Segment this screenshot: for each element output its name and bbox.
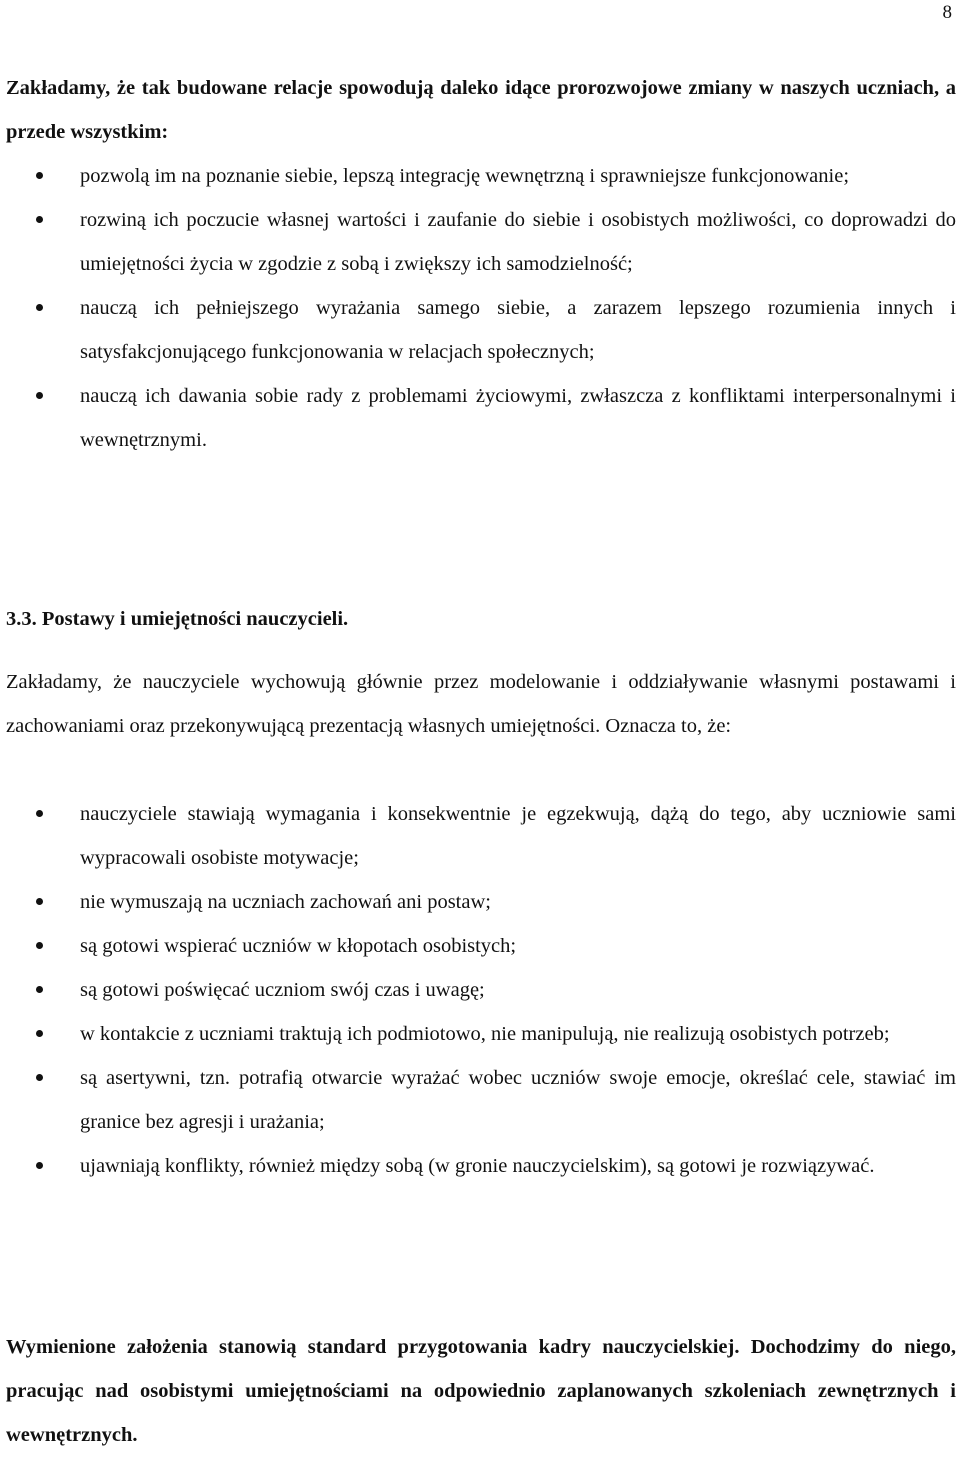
list-item-text: są gotowi wspierać uczniów w kłopotach osobistych; bbox=[80, 935, 517, 957]
bullet-icon bbox=[36, 392, 43, 399]
bullet-icon bbox=[36, 216, 43, 223]
bullet-icon bbox=[36, 304, 43, 311]
bullet-icon bbox=[36, 1030, 43, 1037]
list-item bbox=[0, 154, 956, 198]
outcomes-list bbox=[0, 154, 956, 462]
list-item bbox=[0, 198, 956, 286]
bullet-icon bbox=[36, 986, 43, 993]
list-item bbox=[0, 1056, 956, 1144]
bullet-icon bbox=[36, 172, 43, 179]
closing-paragraph: Wymienione założenia stanowią standard przygotowania kadry nauczycielskiej. Dochodzimy do niego, pracując nad osobistymi umiejętnościami na odpowiednio zaplanowanych szkoleniach zewnętrznych i wewnętrznych. bbox=[6, 1336, 956, 1446]
list-item-text: w kontakcie z uczniami traktują ich podmiotowo, nie manipulują, nie realizują osobistych potrzeb; bbox=[80, 1023, 890, 1045]
list-item-text: są asertywni, tzn. potrafią otwarcie wyrażać wobec uczniów swoje emocje, określać cele, stawiać im granice bez agresji i urażania; bbox=[80, 1067, 956, 1133]
list-item bbox=[0, 286, 956, 374]
list-item bbox=[0, 1144, 956, 1188]
bullet-icon bbox=[36, 810, 43, 817]
list-item-text: pozwolą im na poznanie siebie, lepszą integrację wewnętrzną i sprawniejsze funkcjonowanie; bbox=[80, 165, 850, 187]
list-item bbox=[0, 1012, 956, 1056]
list-item-text: są gotowi poświęcać uczniom swój czas i uwagę; bbox=[80, 979, 485, 1001]
bullet-icon bbox=[36, 1074, 43, 1081]
section-paragraph: Zakładamy, że nauczyciele wychowują głównie przez modelowanie i oddziaływanie własnymi postawami i zachowaniami oraz przekonywującą prezentacją własnych umiejętności. Oznacza to, że: bbox=[6, 671, 956, 737]
list-item bbox=[0, 968, 956, 1012]
teacher-attitudes-list bbox=[0, 792, 956, 1188]
list-item bbox=[0, 374, 956, 462]
section-heading: 3.3. Postawy i umiejętności nauczycieli. bbox=[6, 608, 349, 630]
list-item-text: ujawniają konflikty, również między sobą (w gronie nauczycielskim), są gotowi je rozwiązywać. bbox=[80, 1155, 875, 1177]
list-item-text: nauczą ich dawania sobie rady z problemami życiowymi, zwłaszcza z konfliktami interpersonalnymi i wewnętrznymi. bbox=[80, 385, 956, 451]
list-item bbox=[0, 924, 956, 968]
list-item-text: nauczyciele stawiają wymagania i konsekwentnie je egzekwują, dążą do tego, aby uczniowie sami wypracowali osobiste motywacje; bbox=[80, 803, 956, 869]
list-item bbox=[0, 880, 956, 924]
intro-paragraph: Zakładamy, że tak budowane relacje spowodują daleko idące prorozwojowe zmiany w naszych uczniach, a przede wszystkim: bbox=[6, 77, 956, 143]
list-item-text: nie wymuszają na uczniach zachowań ani postaw; bbox=[80, 891, 491, 913]
page-number: 8 bbox=[942, 2, 952, 23]
list-item bbox=[0, 792, 956, 880]
list-item-text: rozwiną ich poczucie własnej wartości i zaufanie do siebie i osobistych możliwości, co doprowadzi do umiejętności życia w zgodzie z sobą i zwiększy ich samodzielność; bbox=[80, 209, 956, 275]
bullet-icon bbox=[36, 898, 43, 905]
bullet-icon bbox=[36, 942, 43, 949]
list-item-text: nauczą ich pełniejszego wyrażania samego siebie, a zarazem lepszego rozumienia innych i satysfakcjonującego funkcjonowania w relacjach społecznych; bbox=[80, 297, 956, 363]
bullet-icon bbox=[36, 1162, 43, 1169]
